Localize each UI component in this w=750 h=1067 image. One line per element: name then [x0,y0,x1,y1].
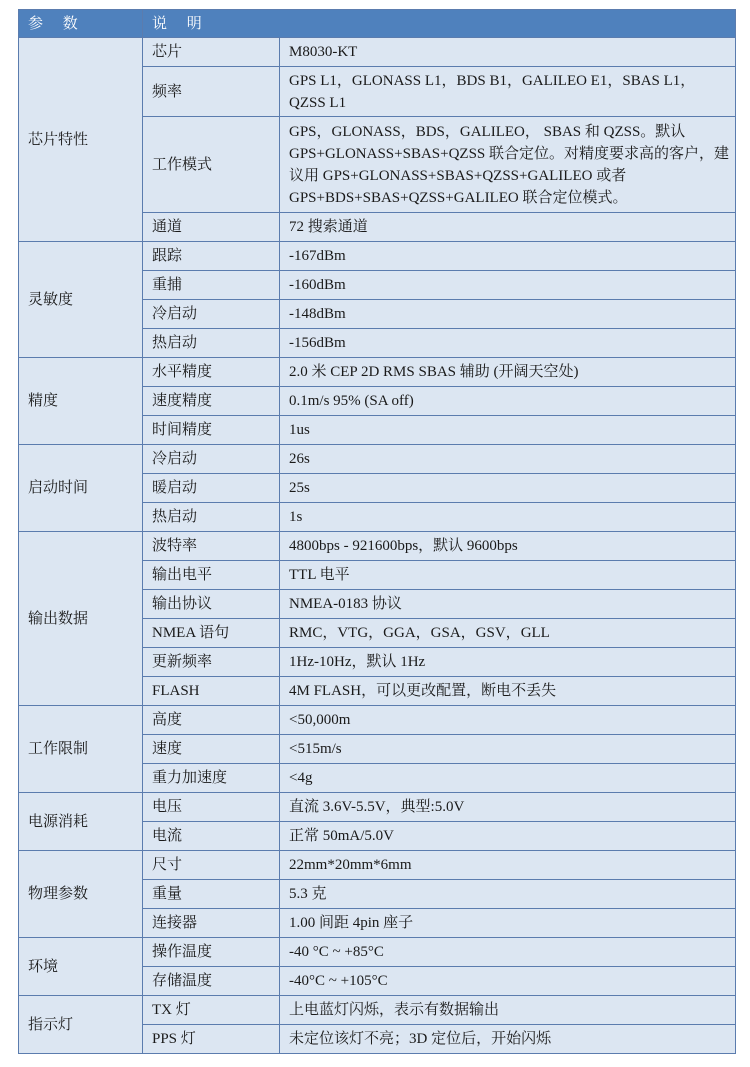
spec-table-body [19,38,736,1054]
param-label: 通道 [143,213,280,242]
param-value: -148dBm [280,300,736,329]
table-row [19,706,736,735]
param-label: 热启动 [143,503,280,532]
group-label: 指示灯 [19,996,143,1054]
param-value: 2.0 米 CEP 2D RMS SBAS 辅助 (开阔天空处) [280,358,736,387]
param-value: 5.3 克 [280,880,736,909]
param-value: M8030-KT [280,38,736,67]
param-value: 1Hz-10Hz，默认 1Hz [280,648,736,677]
param-label: PPS 灯 [143,1025,280,1054]
param-value: 0.1m/s 95% (SA off) [280,387,736,416]
param-value: -40°C ~ +105°C [280,967,736,996]
param-value: <515m/s [280,735,736,764]
param-value: 1us [280,416,736,445]
param-label: 重力加速度 [143,764,280,793]
table-row [19,851,736,880]
header-param: 参 数 [19,10,143,38]
param-label: 更新频率 [143,648,280,677]
param-value: -167dBm [280,242,736,271]
param-value: -40 °C ~ +85°C [280,938,736,967]
param-label: 冷启动 [143,300,280,329]
param-value: 未定位该灯不亮；3D 定位后，开始闪烁 [280,1025,736,1054]
param-value: 4800bps - 921600bps，默认 9600bps [280,532,736,561]
group-label: 精度 [19,358,143,445]
param-label: 波特率 [143,532,280,561]
param-label: 工作模式 [143,117,280,213]
param-value: RMC，VTG，GGA，GSA，GSV，GLL [280,619,736,648]
param-value: 1s [280,503,736,532]
param-label: 速度精度 [143,387,280,416]
param-value: TTL 电平 [280,561,736,590]
param-label: 电压 [143,793,280,822]
param-value: <50,000m [280,706,736,735]
param-label: 重捕 [143,271,280,300]
param-value: -156dBm [280,329,736,358]
param-value: 26s [280,445,736,474]
header-desc: 说 明 [143,10,736,38]
param-label: 存储温度 [143,967,280,996]
param-label: 跟踪 [143,242,280,271]
param-label: 尺寸 [143,851,280,880]
param-value: GPS L1，GLONASS L1，BDS B1，GALILEO E1，SBAS L1，QZSS L1 [280,67,736,117]
param-label: 时间精度 [143,416,280,445]
group-label: 环境 [19,938,143,996]
param-value: 直流 3.6V-5.5V，典型:5.0V [280,793,736,822]
param-label: 芯片 [143,38,280,67]
param-label: 热启动 [143,329,280,358]
param-label: 冷启动 [143,445,280,474]
param-label: 操作温度 [143,938,280,967]
param-label: 连接器 [143,909,280,938]
param-value: 25s [280,474,736,503]
param-label: 重量 [143,880,280,909]
param-value: 上电蓝灯闪烁，表示有数据输出 [280,996,736,1025]
table-row [19,996,736,1025]
param-value: GPS，GLONASS，BDS，GALILEO， SBAS 和 QZSS。默认 GPS+GLONASS+SBAS+QZSS 联合定位。对精度要求高的客户，建议用 GPS+GLONASS+SBAS+QZSS+GALILEO 或者 GPS+BDS+SBAS+QZSS+GALILEO 联合定位模式。 [280,117,736,213]
param-value: -160dBm [280,271,736,300]
param-label: FLASH [143,677,280,706]
spec-table [18,9,736,1054]
group-label: 输出数据 [19,532,143,706]
param-label: NMEA 语句 [143,619,280,648]
group-label: 工作限制 [19,706,143,793]
param-value: 4M FLASH，可以更改配置，断电不丢失 [280,677,736,706]
param-label: 水平精度 [143,358,280,387]
param-label: 速度 [143,735,280,764]
table-row [19,445,736,474]
table-row [19,793,736,822]
param-label: 暖启动 [143,474,280,503]
param-label: 输出电平 [143,561,280,590]
param-value: 1.00 间距 4pin 座子 [280,909,736,938]
table-row [19,242,736,271]
group-label: 启动时间 [19,445,143,532]
table-row [19,938,736,967]
param-value: NMEA-0183 协议 [280,590,736,619]
table-header-row [19,10,736,38]
param-value: 22mm*20mm*6mm [280,851,736,880]
param-label: 频率 [143,67,280,117]
param-value: <4g [280,764,736,793]
table-row [19,38,736,67]
group-label: 灵敏度 [19,242,143,358]
table-row [19,532,736,561]
param-value: 正常 50mA/5.0V [280,822,736,851]
group-label: 电源消耗 [19,793,143,851]
param-label: 高度 [143,706,280,735]
param-value: 72 搜索通道 [280,213,736,242]
param-label: 输出协议 [143,590,280,619]
group-label: 物理参数 [19,851,143,938]
group-label: 芯片特性 [19,38,143,242]
table-row [19,358,736,387]
param-label: TX 灯 [143,996,280,1025]
param-label: 电流 [143,822,280,851]
